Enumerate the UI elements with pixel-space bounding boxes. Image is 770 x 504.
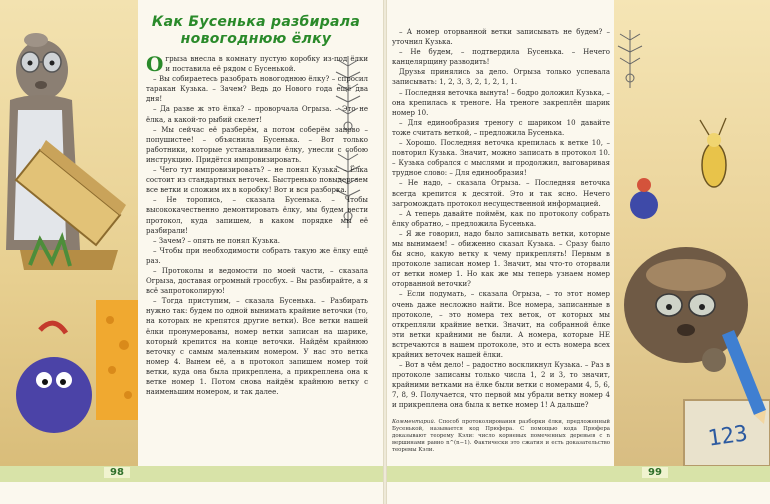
paragraph: – Вот в чём дело! – радостно воскликнул Кузька. – Раз в протоколе записаны только числа 1, 2 и 3, то значит, крайними ветками на ёлке были ветки с номерами 4, 5, 6, 7, 8, 9. Получается, что первой мы убрали ветку номер 4 и прикреплена она была к ветке номер 1! А дальше? <box>392 361 610 410</box>
paragraph: – Не будем, – подтвердила Бусенька. – Нечего канцелярщину разводить! <box>392 48 610 67</box>
paragraph <box>146 54 368 74</box>
paragraph: – Чего тут импровизировать? – не понял Кузька. – Ёлка состоит из стандартных веточек. Быстренько повыдергаем все ветки и сложим их в коробку! Вот и вся разборка. <box>146 166 368 195</box>
paragraph: – Хорошо. Последняя веточка крепилась к ветке 10, – повторил Кузька. Значит, можно записать в протокол 10. – Кузька собрался с мыслями и продолжил, выговаривая трудное слово: – Для единообразия! <box>392 139 610 178</box>
comment-label: Комментарий. <box>392 419 436 425</box>
right-text-column <box>392 27 610 411</box>
comment-text: Способ протоколирования разборки ёлки, предложенный Бусенькой, называется код Прюфера. С помощью кода Прюфера доказывают теорему Кэли: число корневых помеченных деревьев с n вершинами равно n^(n−1). Фактически это сжатия и есть доказательство теоремы Кэли. <box>392 419 610 453</box>
paragraph: – Зачем? – опять не понял Кузька. <box>153 236 280 245</box>
paragraph: – Если подумать, – сказала Огрыза, – то этот номер очень даже несложно найти. Все номера, записанные в протоколе, – это номера тех веток, от которых мы открепляли крайние ветки. Значит, на собранной ёлке эти ветки крайними не были. А номера, которые НЕ встречаются в нашем протоколе, это и есть номера всех крайних веточек нашей ёлки. <box>392 290 610 359</box>
footer-bar-right <box>387 466 770 482</box>
twig-icon <box>612 30 648 90</box>
paragraph: – Тогда приступим, – сказала Бусенька. – Разбирать нужно так: будем по одной вынимать крайние веточки (то, на которых не крепятся другие ветки). Все ветки нашей ёлки пронумерованы, номер ветки записан на шарике, который крепится на конце веточки. Найдём крайнюю веточку с самым маленьким номером. У нас это ветка номер 4. Вынем её, а в протокол запишем номер той ветки, куда она была прикреплена, а прикреплена она к ветке номер 1. Потом снова найдём крайнюю ветку с наименьшим номером, и так далее. <box>146 297 368 397</box>
paragraph: – Вы собираетесь разобрать новогоднюю ёлку? – спросил таракан Кузька. – Зачем? Ведь до Нового года ещё два дня! <box>146 75 368 104</box>
paragraph: – Чтобы при необходимости собрать такую же ёлку ещё раз. <box>146 246 368 265</box>
drop-cap: О <box>146 52 164 76</box>
paragraph: – Не торопись, – сказала Бусенька. – Чтобы высококачественно демонтировать ёлку, мы будем вести протокол, куда запишем, в каком порядке мы её разбирали! <box>146 196 368 235</box>
page-number-right: 99 <box>642 467 668 478</box>
paragraph: – Мы сейчас её разберём, а потом соберём заново – попушистее! – объяснила Бусенька. – Вот только работники, которые устанавливали ёлку, унесли с собою инструкцию. Придётся импровизировать. <box>146 125 368 164</box>
paragraph: – Не надо, – сказала Огрыза. – Последняя веточка всегда крепится к десятой. Это и так ясно. Нечего загромождать протокол несущественной информацией. <box>392 179 610 208</box>
paragraph: – А теперь давайте поймём, как по протоколу собрать ёлку обратно, – предложила Бусенька. <box>392 209 610 228</box>
paragraph: – Протоколы и ведомости по моей части, – сказала Огрыза, доставая огромный гроссбух. – Вы разбирайте, а я всё запротоколирую! <box>146 266 368 296</box>
comment-block <box>392 419 610 454</box>
page-number-left: 98 <box>104 467 130 478</box>
title-line: новогоднюю ёлку <box>180 31 332 47</box>
paragraph: – А номер оторванной ветки записывать не будем? – уточнил Кузька. <box>392 28 610 47</box>
footer-bar-left <box>0 466 383 482</box>
paragraph: – Я же говорил, надо было записывать ветки, которые мы вынимаем! – обиженно сказал Кузька. – Сразу было бы ясно, какую ветку к чему прикреплять! Первым в протоколе записан номер 1. Значит, мы что-то оторвали от ветки номер 1. Но как же мы теперь узнаем номер оторванной веточки? <box>392 229 610 289</box>
title-line: Как Бусенька разбирала <box>151 14 361 30</box>
chapter-title <box>146 14 366 48</box>
paragraph: Друзья принялись за дело. Огрыза только успевала записывать: 1, 2, 3, 3, 2, 1, 2, 1, 1. <box>392 68 610 87</box>
paragraph: – Да разве ж это ёлка? – проворчала Огрыза. – Это не ёлка, а какой-то рыбий скелет! <box>146 105 368 124</box>
paragraph-text: грыза внесла в комнату пустую коробку из-под ёлки и поставила её рядом с Бусенькой. <box>165 55 368 74</box>
slate-numbers: 123 <box>706 421 750 452</box>
left-illustration <box>0 0 138 466</box>
paragraph: – Для единообразия треногу с шариком 10 давайте тоже считать веткой, – предложила Бусенька. <box>392 118 610 137</box>
book-gutter <box>383 0 387 504</box>
rat-with-box-illustration <box>0 0 138 466</box>
left-text-column <box>146 54 368 397</box>
paragraph: – Последняя веточка вынута! – бодро доложил Кузька, – она крепилась к треноге. На треноге закреплён шарик номер 10. <box>392 88 610 117</box>
